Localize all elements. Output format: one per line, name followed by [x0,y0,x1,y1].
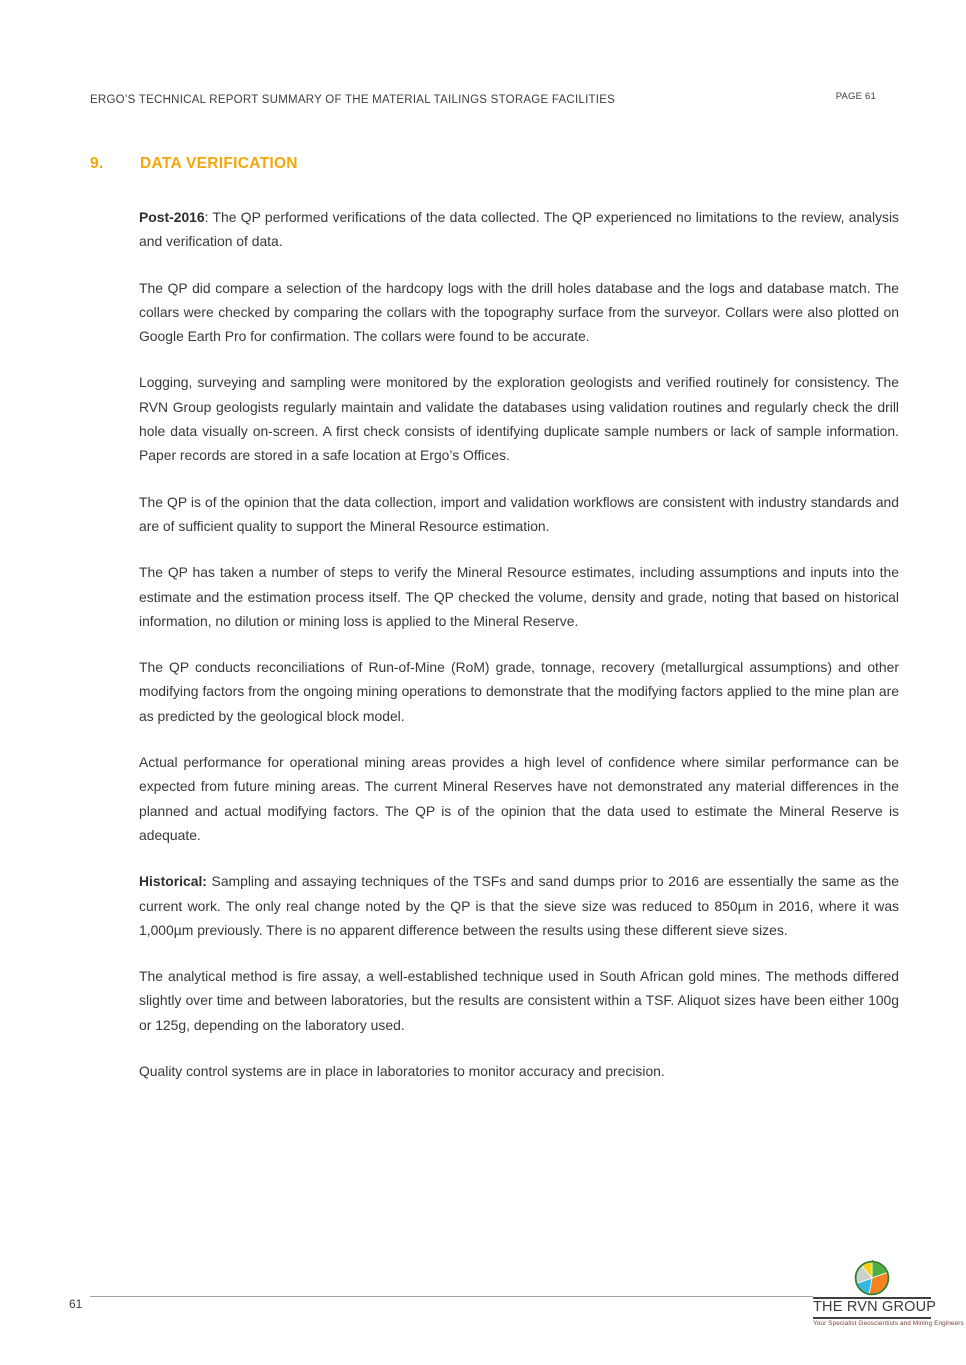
company-name: THE RVN GROUP [813,1297,931,1319]
header-title: ERGO’S TECHNICAL REPORT SUMMARY OF THE MATERIAL TAILINGS STORAGE FACILITIES [90,94,616,106]
footer-page-number: 61 [69,1297,83,1311]
rvn-logo-icon [854,1260,890,1296]
paragraph: Historical: Sampling and assaying techniques of the TSFs and sand dumps prior to 2016 are essentially the same as the current work. The only real change noted by the QP is that the sieve size was reduced to 850µm in 2016, where it was 1,000µm previously. There is no apparent difference between the results using these different sieve sizes. [139,873,899,938]
header-page-label: PAGE 61 [835,91,876,102]
paragraph: The QP conducts reconciliations of Run-of-Mine (RoM) grade, tonnage, recovery (metallurgical assumptions) and other modifying factors from the ongoing mining operations to demonstrate that the modifying factors applied to the mine plan are as predicted by the geological block model. [139,659,899,724]
paragraph: The analytical method is fire assay, a well-established technique used in South African gold mines. The methods differed slightly over time and between laboratories, but the results are consistent within a TSF. Aliquot sizes have been either 100g or 125g, depending on the laboratory used. [139,968,899,1033]
paragraph: The QP is of the opinion that the data collection, import and validation workflows are consistent with industry standards and are of sufficient quality to support the Mineral Resource estimation. [139,493,899,534]
paragraph: Post-2016: The QP performed verifications of the data collected. The QP experienced no limitations to the review, analysis and verification of data. [139,209,899,250]
paragraph: Quality control systems are in place in laboratories to monitor accuracy and precision. [139,1063,665,1080]
document-body [139,205,899,1105]
footer-rule [90,1296,813,1297]
paragraph: Actual performance for operational mining areas provides a high level of confidence where similar performance can be expected from future mining areas. The current Mineral Reserves have not demonstrated any material differences in the planned and actual modifying factors. The QP is of the opinion that the data used to estimate the Mineral Reserve is adequate. [139,754,899,843]
section-heading [90,155,298,173]
paragraph: The QP did compare a selection of the hardcopy logs with the drill holes database and the logs and database match. The collars were checked by comparing the collars with the topography surface from the surveyor. Collars were also plotted on Google Earth Pro for confirmation. The collars were found to be accurate. [139,279,899,345]
paragraph-lead: Historical: [139,873,207,890]
paragraph-lead: Post-2016 [139,209,205,225]
company-tagline: Your Specialist Geoscientists and Mining Engineers [813,1320,964,1327]
paragraph: The QP has taken a number of steps to verify the Mineral Resource estimates, including assumptions and inputs into the estimate and the estimation process itself. The QP checked the volume, density and grade, noting that based on historical information, no dilution or mining loss is applied to the Mineral Reserve. [139,564,899,629]
section-title: DATA VERIFICATION [140,155,298,172]
paragraph: Logging, surveying and sampling were monitored by the exploration geologists and verified routinely for consistency. The RVN Group geologists regularly maintain and validate the databases using validation routines and regularly check the drill hole data visually on-screen. A first check consists of identifying duplicate sample numbers or lack of sample information. Paper records are stored in a safe location at Ergo’s Offices. [139,374,899,464]
section-number: 9. [90,155,104,172]
company-logo [813,1260,964,1327]
